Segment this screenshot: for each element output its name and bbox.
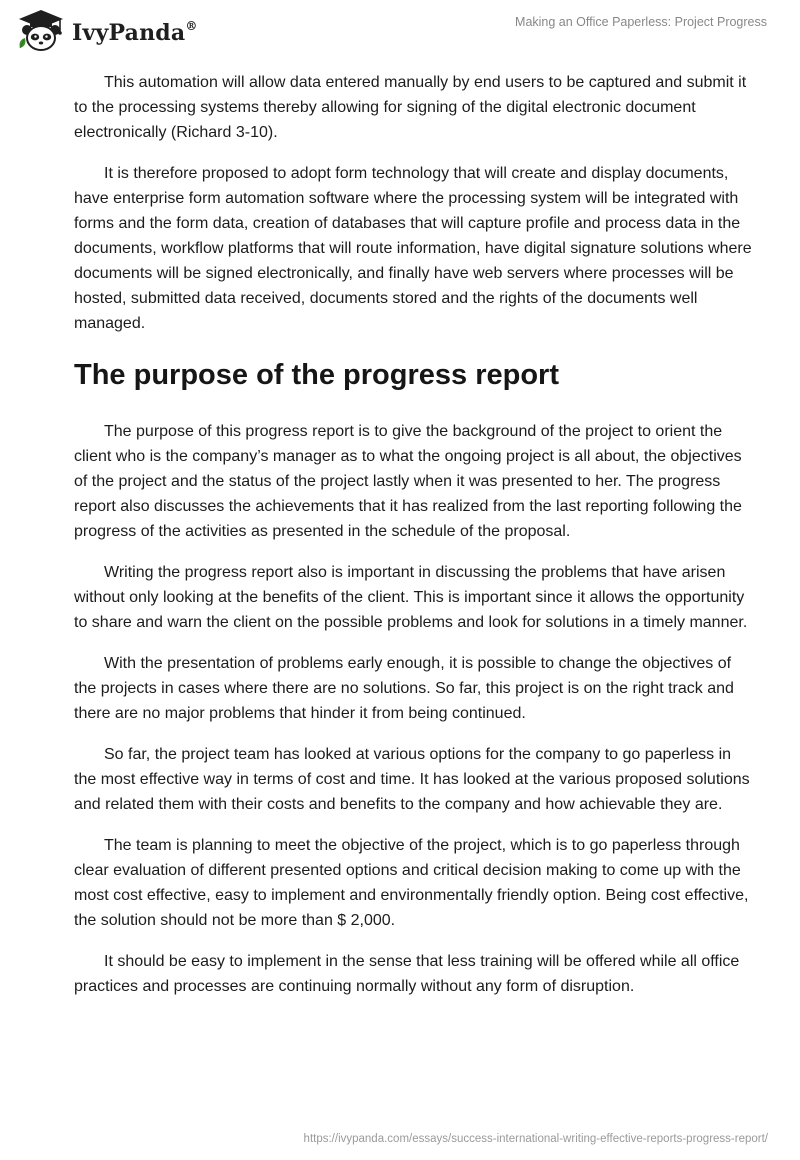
source-url-link[interactable]: https://ivypanda.com/essays/success-international-writing-effective-reports-progress-report/ <box>303 1133 768 1145</box>
paragraph: So far, the project team has looked at various options for the company to go paperless in the most effective way in terms of cost and time. It has looked at the various proposed solutions and related them with their costs and benefits to the company and how achievable they are. <box>74 746 750 813</box>
paragraph: The purpose of this progress report is to give the background of the project to orient the client who is the company’s manager as to what the ongoing project is all about, the objectives of the project and the status of the project lastly when it was presented to her. The progress report also discusses the achievements that it has realized from the last reporting following the progress of the activities as presented in the schedule of the proposal. <box>74 423 742 540</box>
article-body <box>74 70 754 1015</box>
document-title: Making an Office Paperless: Project Progress <box>515 15 767 29</box>
section-heading: The purpose of the progress report <box>74 359 559 391</box>
registered-mark: ® <box>185 18 198 33</box>
page-header <box>0 0 800 60</box>
paragraph: It should be easy to implement in the sense that less training will be offered while all office practices and processes are continuing normally without any form of disruption. <box>74 953 740 995</box>
ivypanda-logo[interactable] <box>16 8 198 54</box>
brand-name: IvyPanda® <box>72 18 198 46</box>
paragraph: It is therefore proposed to adopt form technology that will create and display documents, have enterprise form automation software where the processing system will be integrated with forms and the form data, creation of databases that will capture profile and process data in the documents, workflow platforms that will route information, have digital signature solutions where documents will be signed electronically, and finally have web servers where processes will be hosted, submitted data received, documents stored and the rights of the documents well managed. <box>74 165 752 332</box>
paragraph: This automation will allow data entered manually by end users to be captured and submit it to the processing systems thereby allowing for signing of the digital electronic document electronically (Richard 3-10). <box>74 74 747 141</box>
paragraph: Writing the progress report also is important in discussing the problems that have arisen without only looking at the benefits of the client. This is important since it allows the opportunity to share and warn the client on the possible problems and look for solutions in a timely manner. <box>74 564 748 631</box>
paragraph: The team is planning to meet the objective of the project, which is to go paperless through clear evaluation of different presented options and critical decision making to come up with the most cost effective, easy to implement and environmentally friendly option. Being cost effective, the solution should not be more than $ 2,000. <box>74 837 749 929</box>
panda-graduate-icon <box>16 8 66 54</box>
paragraph: With the presentation of problems early enough, it is possible to change the objectives of the projects in cases where there are no solutions. So far, this project is on the right track and there are no major problems that hinder it from being continued. <box>74 655 734 722</box>
